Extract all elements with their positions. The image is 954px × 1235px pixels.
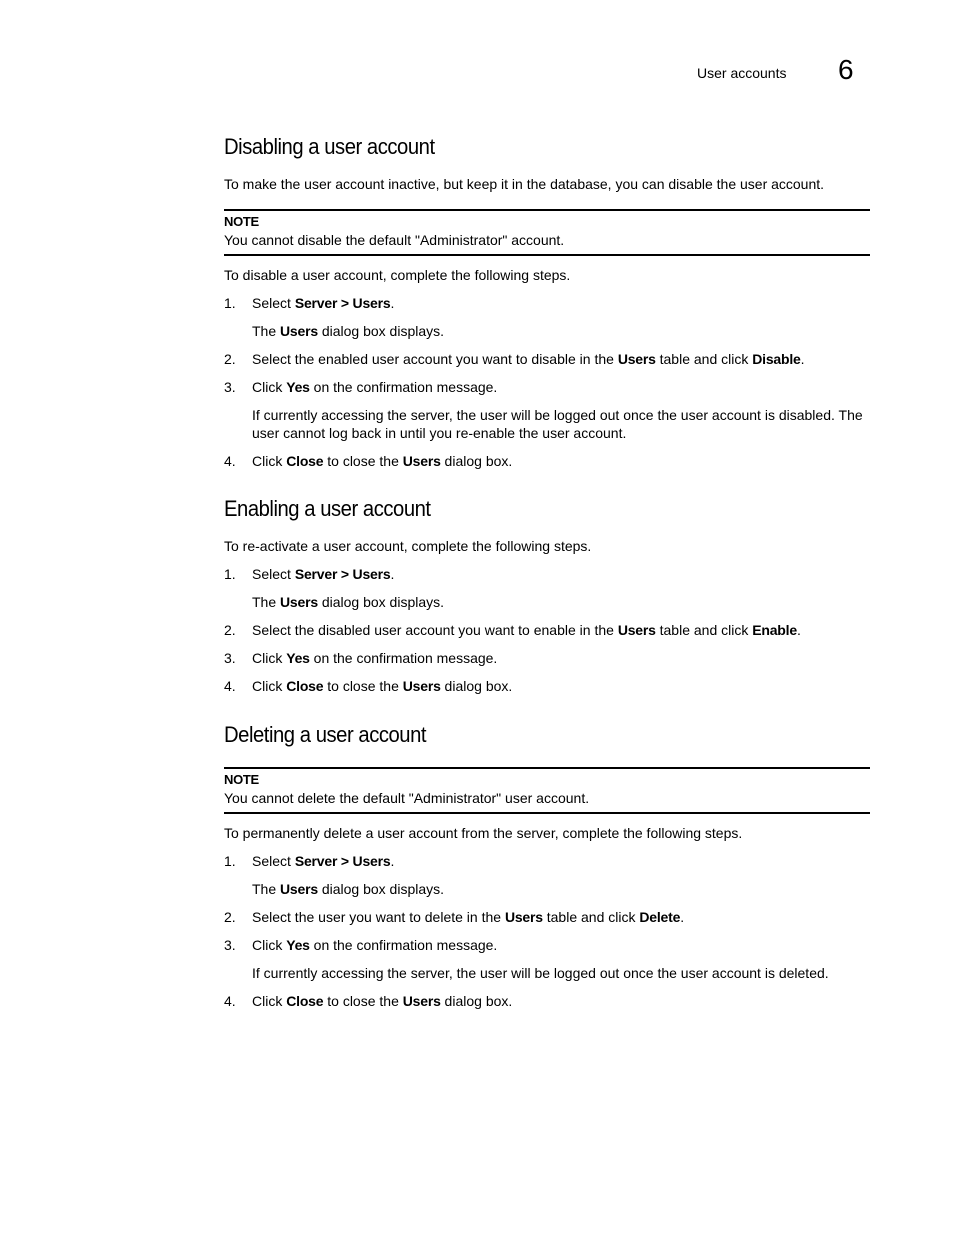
intro-disable: To make the user account inactive, but keep it in the database, you can disable the user account. [224,176,825,192]
section-delete [224,722,870,1010]
step-detail: The Users dialog box displays. [252,881,445,897]
heading-enable: Enabling a user account [224,496,431,521]
step: 3. Click Yes on the confirmation message. If currently accessing the server, the user will be logged out once the user account is disabled. The user cannot log back in until you re-enable the user account. [224,378,870,442]
step-detail: The Users dialog box displays. [252,594,445,610]
note-label: NOTE [224,772,259,787]
step-detail: If currently accessing the server, the user will be logged out once the user account is disabled. The user cannot log back in until you re-enable the user account. [252,407,863,441]
steps-disable [224,294,870,470]
step-detail: The Users dialog box displays. [252,323,445,339]
step: 1. Select Server > Users. The Users dialog box displays. [224,852,870,898]
heading-disable: Disabling a user account [224,134,435,159]
step: 1. Select Server > Users. The Users dialog box displays. [224,294,870,340]
heading-delete: Deleting a user account [224,722,427,747]
step: 3. Click Yes on the confirmation message. If currently accessing the server, the user will be logged out once the user account is deleted. [224,936,870,982]
steps-enable [224,565,870,695]
lead-delete: To permanently delete a user account from the server, complete the following steps. [224,825,743,841]
note-delete [224,767,870,814]
lead-disable: To disable a user account, complete the following steps. [224,267,571,283]
chapter-number: 6 [838,54,854,85]
step: 1. Select Server > Users. The Users dialog box displays. [224,565,870,611]
step: 4. Click Close to close the Users dialog box. [224,993,513,1009]
lead-enable: To re-activate a user account, complete the following steps. [224,538,592,554]
section-disable [224,134,870,470]
note-text: You cannot disable the default "Administrator" account. [224,232,565,248]
step: 2. Select the user you want to delete in the Users table and click Delete. [224,909,685,925]
step: 4. Click Close to close the Users dialog box. [224,453,513,469]
step: 4. Click Close to close the Users dialog box. [224,678,513,694]
step: 2. Select the disabled user account you want to enable in the Users table and click Enable. [224,622,801,638]
note-label: NOTE [224,214,259,229]
steps-delete [224,852,870,1010]
step: 2. Select the enabled user account you want to disable in the Users table and click Disable. [224,351,805,367]
section-enable [224,496,870,695]
step: 3. Click Yes on the confirmation message. [224,650,498,666]
step-detail: If currently accessing the server, the user will be logged out once the user account is deleted. [252,965,829,981]
note-disable [224,209,870,256]
note-text: You cannot delete the default "Administrator" user account. [224,790,590,806]
running-header: User accounts [697,65,787,81]
